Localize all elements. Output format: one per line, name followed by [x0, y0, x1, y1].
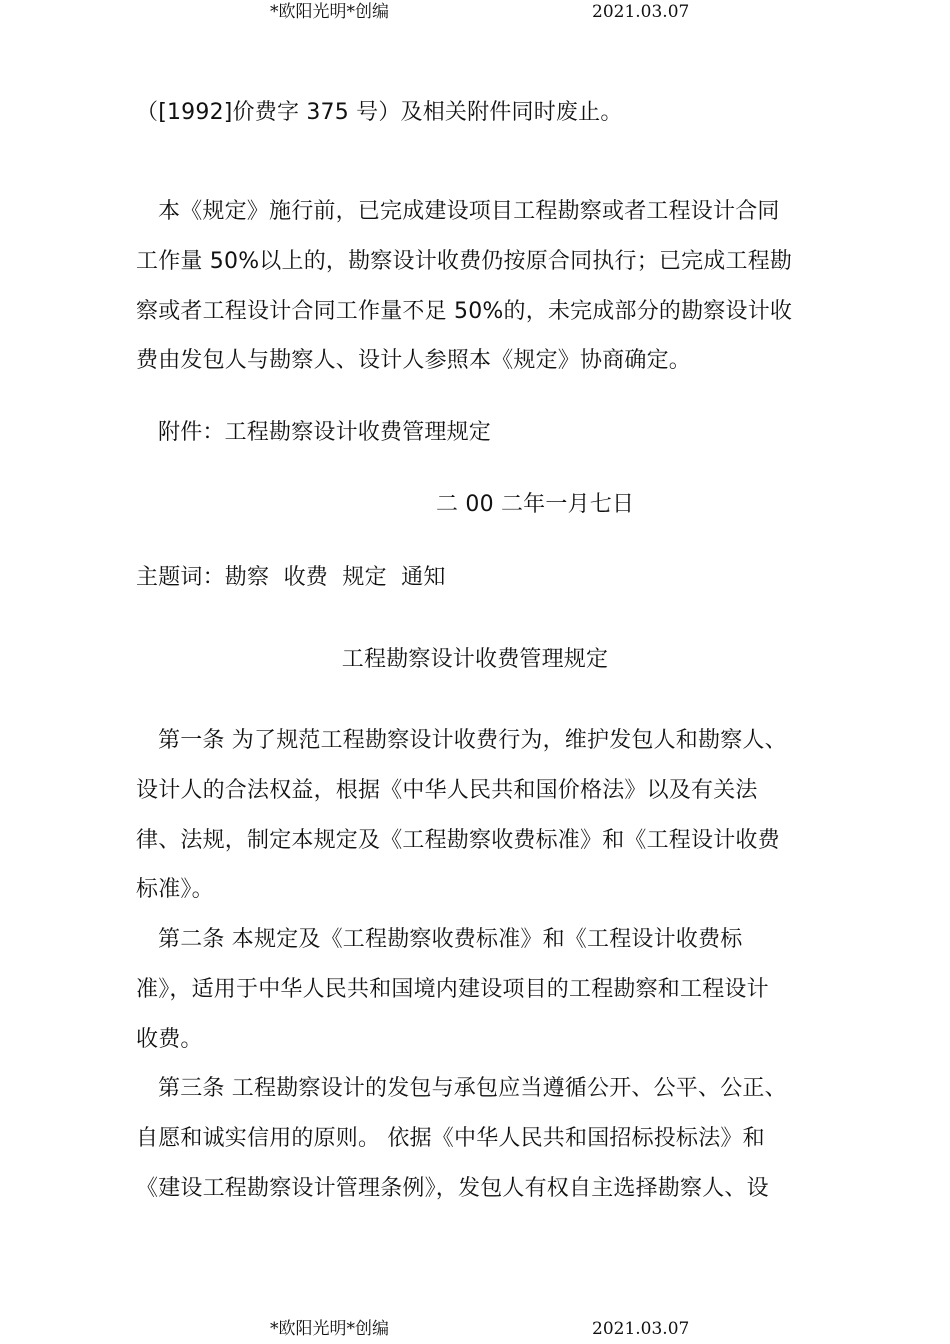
article-2-line-3: 收费。: [136, 1027, 203, 1052]
attachment-line: 附件：工程勘察设计收费管理规定: [158, 420, 492, 445]
text-line-transition-2: 工作量 50%以上的，勘察设计收费仍按原合同执行；已完成工程勘: [136, 249, 793, 274]
article-2-line-2: 准》，适用于中华人民共和国境内建设项目的工程勘察和工程设计: [136, 977, 769, 1002]
article-3-line-2: 自愿和诚实信用的原则。 依据《中华人民共和国招标投标法》和: [136, 1126, 765, 1151]
text-line-transition-1: 本《规定》施行前，已完成建设项目工程勘察或者工程设计合同: [158, 199, 780, 224]
footer-date: 2021.03.07: [592, 1319, 690, 1339]
text-line-annul: （[1992]价费字 375 号）及相关附件同时废止。: [136, 100, 623, 125]
header-date: 2021.03.07: [592, 2, 690, 22]
article-2-line-1: 第二条 本规定及《工程勘察收费标准》和《工程设计收费标: [158, 927, 743, 952]
page-footer: [0, 1316, 950, 1342]
page-header: [0, 0, 950, 24]
article-1-line-1: 第一条 为了规范工程勘察设计收费行为，维护发包人和勘察人、: [158, 728, 787, 753]
text-line-transition-3: 察或者工程设计合同工作量不足 50%的，未完成部分的勘察设计收: [136, 299, 793, 324]
document-date: 二 00 二年一月七日: [436, 492, 635, 517]
footer-author: *欧阳光明*创编: [270, 1319, 389, 1339]
article-3-line-3: 《建设工程勘察设计管理条例》，发包人有权自主选择勘察人、设: [136, 1176, 769, 1201]
section-title: 工程勘察设计收费管理规定: [341, 647, 609, 672]
header-author: *欧阳光明*创编: [270, 2, 389, 22]
keywords-line: 主题词：勘察 收费 规定 通知: [136, 565, 446, 590]
article-1-line-4: 标准》。: [136, 877, 214, 902]
article-1-line-3: 律、法规，制定本规定及《工程勘察收费标准》和《工程设计收费: [136, 828, 780, 853]
article-3-line-1: 第三条 工程勘察设计的发包与承包应当遵循公开、公平、公正、: [158, 1076, 787, 1101]
article-1-line-2: 设计人的合法权益，根据《中华人民共和国价格法》以及有关法: [136, 778, 758, 803]
text-line-transition-4: 费由发包人与勘察人、设计人参照本《规定》协商确定。: [136, 348, 692, 373]
